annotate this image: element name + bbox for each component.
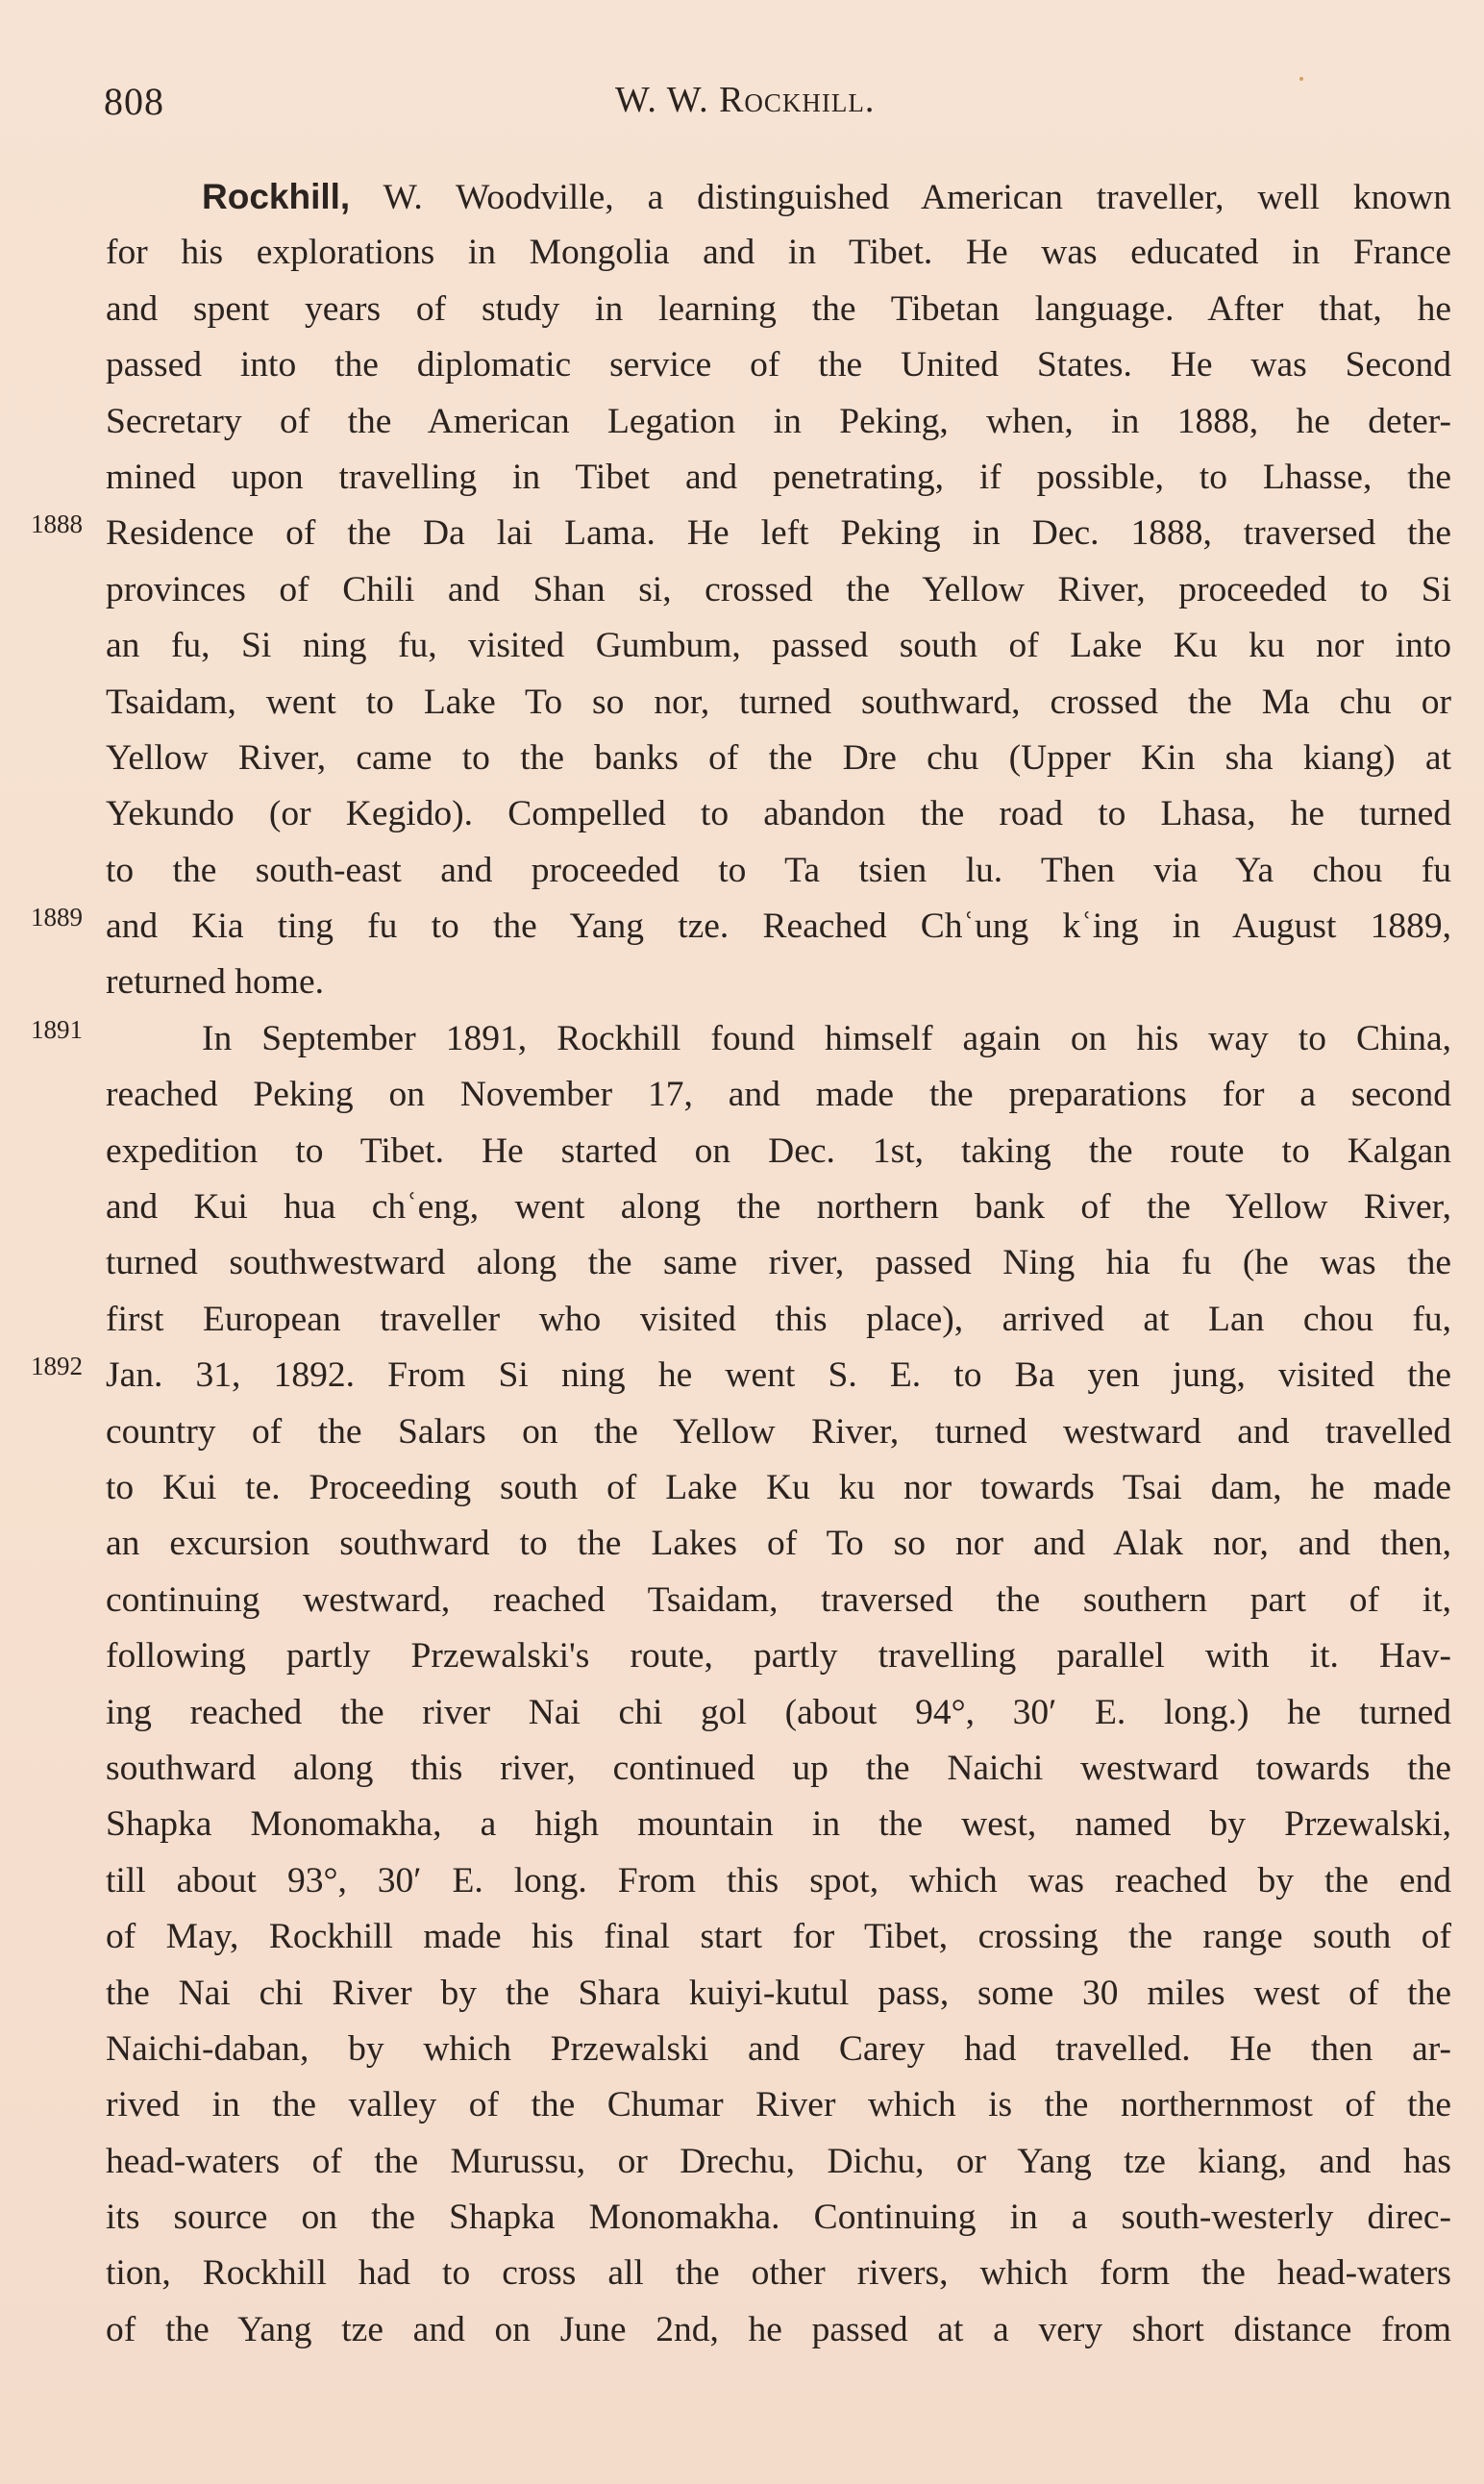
text-line: Rockhill, W. Woodville, a distinguished American traveller, well known xyxy=(202,177,1451,217)
margin-year-1892: 1892 xyxy=(31,1352,83,1380)
text-line: passed into the diplomatic service of the United States. He was Second xyxy=(106,345,1451,385)
text-line: of May, Rockhill made his final start for Tibet, crossing the range south of xyxy=(106,1917,1451,1957)
running-head-name: Rockhill. xyxy=(719,80,876,120)
text-line: Naichi-daban, by which Przewalski and Carey had travelled. He then ar- xyxy=(106,2028,1451,2069)
text-line: Jan. 31, 1892. From Si ning he went S. E. to Ba yen jung, visited the xyxy=(106,1355,1451,1396)
text-line: southward along this river, continued up the Naichi westward towards the xyxy=(106,1748,1451,1788)
text-line: the Nai chi River by the Shara kuiyi-kutul pass, some 30 miles west of the xyxy=(106,1973,1451,2013)
text-line: Residence of the Da lai Lama. He left Peking in Dec. 1888, traversed the xyxy=(106,513,1451,554)
text-line: and Kia ting fu to the Yang tze. Reached Chʿung kʿing in August 1889, xyxy=(106,907,1451,947)
entry-text xyxy=(31,169,1451,2358)
text-line: head-waters of the Murussu, or Drechu, Dichu, or Yang tze kiang, and has xyxy=(106,2141,1451,2181)
text-line: expedition to Tibet. He started on Dec. 1st, taking the route to Kalgan xyxy=(106,1130,1451,1171)
margin-year-1889: 1889 xyxy=(31,903,83,932)
text-line: an fu, Si ning fu, visited Gumbum, passed south of Lake Ku ku nor into xyxy=(106,626,1451,666)
page-number: 808 xyxy=(104,80,164,123)
text-line: Tsaidam, went to Lake To so nor, turned southward, crossed the Ma chu or xyxy=(106,682,1451,722)
text-line: for his explorations in Mongolia and in Tibet. He was educated in France xyxy=(106,233,1451,273)
text-line: country of the Salars on the Yellow River, turned westward and travelled xyxy=(106,1411,1451,1452)
text-line: till about 93°, 30′ E. long. From this spot, which was reached by the end xyxy=(106,1860,1451,1900)
text-line: and Kui hua chʿeng, went along the northern bank of the Yellow River, xyxy=(106,1187,1451,1228)
text-line: returned home. xyxy=(106,962,324,1003)
text-line: an excursion southward to the Lakes of To so nor and Alak nor, and then, xyxy=(106,1524,1451,1564)
text-line: Yekundo (or Kegido). Compelled to abandon the road to Lhasa, he turned xyxy=(106,794,1451,834)
text-line: of the Yang tze and on June 2nd, he passed at a very short distance from xyxy=(106,2309,1451,2349)
text-line: first European traveller who visited this place), arrived at Lan chou fu, xyxy=(106,1299,1451,1339)
margin-year-1891: 1891 xyxy=(31,1015,83,1044)
text-line: Yellow River, came to the banks of the Dre chu (Upper Kin sha kiang) at xyxy=(106,737,1451,778)
entry-heading: Rockhill, xyxy=(202,177,351,216)
text-line: mined upon travelling in Tibet and penetrating, if possible, to Lhasse, the xyxy=(106,457,1451,497)
text-line: turned southwestward along the same river, passed Ning hia fu (he was the xyxy=(106,1243,1451,1283)
running-head xyxy=(615,79,875,121)
text-line: rived in the valley of the Chumar River which is the northernmost of the xyxy=(106,2085,1451,2125)
text-line: following partly Przewalski's route, partly travelling parallel with it. Hav- xyxy=(106,1636,1451,1677)
text-line: In September 1891, Rockhill found himself again on his way to China, xyxy=(202,1018,1451,1058)
text-line: Secretary of the American Legation in Peking, when, in 1888, he deter- xyxy=(106,401,1451,441)
text-line: continuing westward, reached Tsaidam, traversed the southern part of it, xyxy=(106,1579,1451,1620)
paper-speck xyxy=(1299,77,1303,81)
text-line: and spent years of study in learning the Tibetan language. After that, he xyxy=(106,288,1451,329)
running-head-initials: W. W. xyxy=(615,80,720,120)
text-line: to Kui te. Proceeding south of Lake Ku ku nor towards Tsai dam, he made xyxy=(106,1467,1451,1507)
text-line: ing reached the river Nai chi gol (about 94°, 30′ E. long.) he turned xyxy=(106,1692,1451,1732)
text-line: Shapka Monomakha, a high mountain in the west, named by Przewalski, xyxy=(106,1804,1451,1845)
text-line: to the south-east and proceeded to Ta tsien lu. Then via Ya chou fu xyxy=(106,850,1451,890)
text-line: its source on the Shapka Monomakha. Continuing in a south-westerly direc- xyxy=(106,2198,1451,2238)
text-line: reached Peking on November 17, and made the preparations for a second xyxy=(106,1075,1451,1115)
text-line: tion, Rockhill had to cross all the other rivers, which form the head-waters xyxy=(106,2253,1451,2294)
margin-year-1888: 1888 xyxy=(31,509,83,538)
text-line: provinces of Chili and Shan si, crossed the Yellow River, proceeded to Si xyxy=(106,569,1451,609)
